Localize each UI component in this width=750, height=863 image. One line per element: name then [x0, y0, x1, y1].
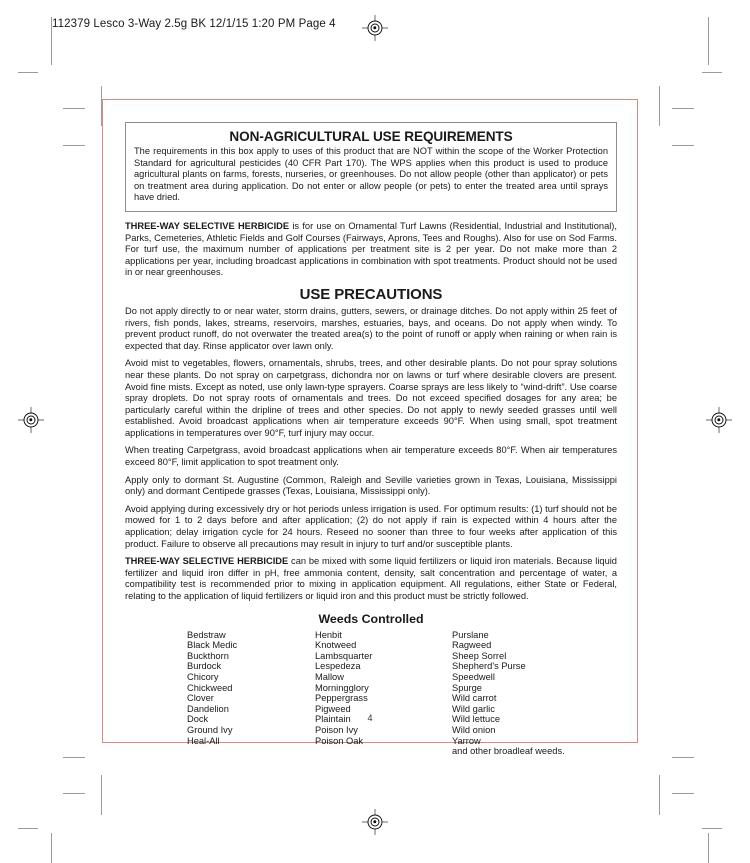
crop-mark-top-right-h: [702, 72, 722, 73]
crop-mark-top-right-inner-v: [659, 86, 660, 126]
crop-mark-top-right-inner-h: [672, 108, 694, 109]
weed-item: Mallow: [315, 671, 344, 682]
crop-mark-bottom-left-v: [51, 833, 52, 863]
weeds-controlled-columns: [125, 630, 617, 757]
use-precautions-paragraph-3: When treating Carpetgrass, avoid broadcast applications when air temperature exceeds 80°F. When air temperatures exceed 80°F, limit application to spot treatment only.: [125, 445, 617, 468]
weed-item: Lespedeza: [315, 661, 361, 672]
weed-item: Dock: [187, 714, 209, 725]
crop-mark-bottom-left-content-h: [63, 757, 85, 758]
crop-mark-bottom-right-inner-v: [659, 775, 660, 815]
weed-item: Lambsquarter: [315, 650, 373, 661]
product-use-intro-text: is for use on Ornamental Turf Lawns (Residential, Industrial and Institutional), Parks, Cemeteries, Athletic Fields and Golf Courses (Fairways, Aprons, Tees and Roughs). Also for use on Sod Farms. For turf use, the maximum number of applications per treatment site is 2 per year. Do not make more than 2 applications per year, including broadcast applications in combination with spot treatments. Product should not be used in or near greenhouses.: [125, 220, 617, 278]
weeds-column-2: [315, 630, 452, 757]
weed-item: Black Medic: [187, 640, 238, 651]
weed-item: Burdock: [187, 661, 222, 672]
weed-item: Henbit: [315, 629, 342, 640]
mixing-product-name-lead-in: THREE-WAY SELECTIVE HERBICIDE: [125, 556, 289, 567]
requirements-box-body: The requirements in this box apply to uses of this product that are NOT within the scope of the Worker Protection Standard for agricultural pesticides (40 CFR Part 170). The WPS applies when this product is used to produce agricultural plants on farms, forests, nurseries, or greenhouses. Do not allow people (other than applicator) or pets on treatment area during application. Do not enter or allow people (or pets) to enter the treated area until sprays have dried.: [134, 146, 608, 203]
weed-item: Sheep Sorrel: [452, 650, 507, 661]
weed-item: Morningglory: [315, 682, 369, 693]
crop-mark-bottom-left-inner-h: [63, 793, 85, 794]
requirements-box-title: NON-AGRICULTURAL USE REQUIREMENTS: [229, 129, 513, 144]
registration-mark-bottom: [362, 809, 388, 835]
weed-item: Wild lettuce: [452, 714, 501, 725]
use-precautions-paragraph-2: Avoid mist to vegetables, flowers, ornamentals, shrubs, trees, and other desirable plants. Do not pour spray solutions near these plants. Do not spray on carpetgrass, dichondra nor on lawns or turf where desirable clovers are present. Avoid fine mists. Except as noted, use only lawn-type sprayers. Coarse sprays are less likely to “wind-drift”. Use coarse spray droplets. Do not spray roots of ornamentals and trees. Do not exceed specified dosages for any area; be particularly careful within the dripline of trees and other species. Do not apply to newly seeded grasses until well established. Avoid broadcast applications when air temperature exceeds 90°F. When using small, spot treatment applications in temperatures over 90°F, turf injury may occur.: [125, 358, 617, 438]
weed-item: Ground Ivy: [187, 724, 233, 735]
weed-item: Purslane: [452, 629, 489, 640]
weed-item: Yarrow: [452, 735, 481, 746]
crop-mark-bottom-right-h: [702, 828, 722, 829]
page-content-frame: [102, 99, 638, 757]
print-slug-line: 112379 Lesco 3-Way 2.5g BK 12/1/15 1:20 PM Page 4: [52, 18, 336, 30]
weed-item: Spurge: [452, 682, 482, 693]
weed-item: Chicory: [187, 671, 219, 682]
crop-mark-top-left-h: [18, 72, 38, 73]
crop-mark-bottom-right-content-h: [672, 757, 694, 758]
weed-item: Shepherd's Purse: [452, 661, 526, 672]
weed-item: Clover: [187, 693, 214, 704]
tank-mixing-paragraph: [125, 556, 617, 602]
crop-mark-bottom-right-inner-h: [672, 793, 694, 794]
weed-item: Wild onion: [452, 724, 496, 735]
weed-item: Speedwell: [452, 671, 495, 682]
registration-mark-right: [706, 407, 732, 433]
crop-mark-content-left-h: [63, 145, 85, 146]
weed-item: Wild carrot: [452, 693, 497, 704]
use-precautions-paragraph-5: Avoid applying during excessively dry or hot periods unless irrigation is used. For optimum results: (1) turf should not be mowed for 1 to 2 days before and after application; (2) do not apply if rain is expected within 4 hours after the application; delay irrigation cycle for 24 hours. Reseed no sooner than three to four weeks after application of this product. Failure to observe all precautions may result in injury to turf and/or susceptible plants.: [125, 503, 617, 549]
product-use-intro-paragraph: [125, 221, 617, 279]
crop-mark-top-right-v: [708, 17, 709, 65]
crop-mark-top-left-inner-h: [63, 108, 85, 109]
weed-item: Ragweed: [452, 640, 492, 651]
crop-mark-bottom-left-h: [18, 828, 38, 829]
use-precautions-paragraph-1: Do not apply directly to or near water, storm drains, gutters, sewers, or drainage ditches. Do not apply within 25 feet of rivers, fish ponds, lakes, streams, reservoirs, marshes, estuaries, bays, and oceans. Do not apply when windy. To prevent product runoff, do not overwater the treated area(s) to the point of runoff or apply when raining or when rain is expected that day. Rinse applicator over lawn only.: [125, 305, 617, 351]
use-precautions-heading: USE PRECAUTIONS: [299, 285, 443, 303]
registration-mark-top: [362, 15, 388, 41]
crop-mark-bottom-left-inner-v: [101, 775, 102, 815]
weed-item: Poison Ivy: [315, 724, 358, 735]
weeds-controlled-heading: Weeds Controlled: [318, 611, 424, 626]
weed-item: Pigweed: [315, 703, 351, 714]
crop-mark-bottom-right-v: [708, 833, 709, 863]
weeds-column-1: [187, 630, 315, 757]
non-agricultural-use-requirements-box: [125, 122, 617, 212]
weed-item: Plaintain: [315, 714, 351, 725]
weed-item: Buckthorn: [187, 650, 229, 661]
weed-item: Dandelion: [187, 703, 229, 714]
weed-item: Peppergrass: [315, 693, 368, 704]
page-content-body: [125, 122, 617, 757]
weed-item: Wild garlic: [452, 703, 495, 714]
page-number-folio: 4: [367, 713, 373, 723]
registration-mark-left: [18, 407, 44, 433]
weed-item: Chickweed: [187, 682, 233, 693]
weed-item: Bedstraw: [187, 629, 226, 640]
tank-mixing-text: can be mixed with some liquid fertilizers or liquid iron materials. Because liquid fertilizer and liquid iron differ in pH, free ammonia content, density, salt concentration and percentage of water, a compatibility test is recommended prior to mixing in application equipment. All regulations, either State or Federal, relating to the application of liquid fertilizers or liquid iron and this product must be strictly followed.: [125, 556, 617, 601]
weeds-additional-note: and other broadleaf weeds.: [452, 746, 565, 757]
weed-item: Poison Oak: [315, 735, 364, 746]
weed-item: Knotweed: [315, 640, 357, 651]
weed-item: Heal-All: [187, 735, 220, 746]
weeds-column-3: [452, 630, 612, 757]
crop-mark-content-right-h: [672, 145, 694, 146]
use-precautions-paragraph-4: Apply only to dormant St. Augustine (Common, Raleigh and Seville varieties grown in Texas, Louisiana, Mississippi only) and dormant Centipede grasses (Texas, Louisiana, Mississippi only).: [125, 474, 617, 497]
product-name-lead-in: THREE-WAY SELECTIVE HERBICIDE: [125, 220, 290, 231]
